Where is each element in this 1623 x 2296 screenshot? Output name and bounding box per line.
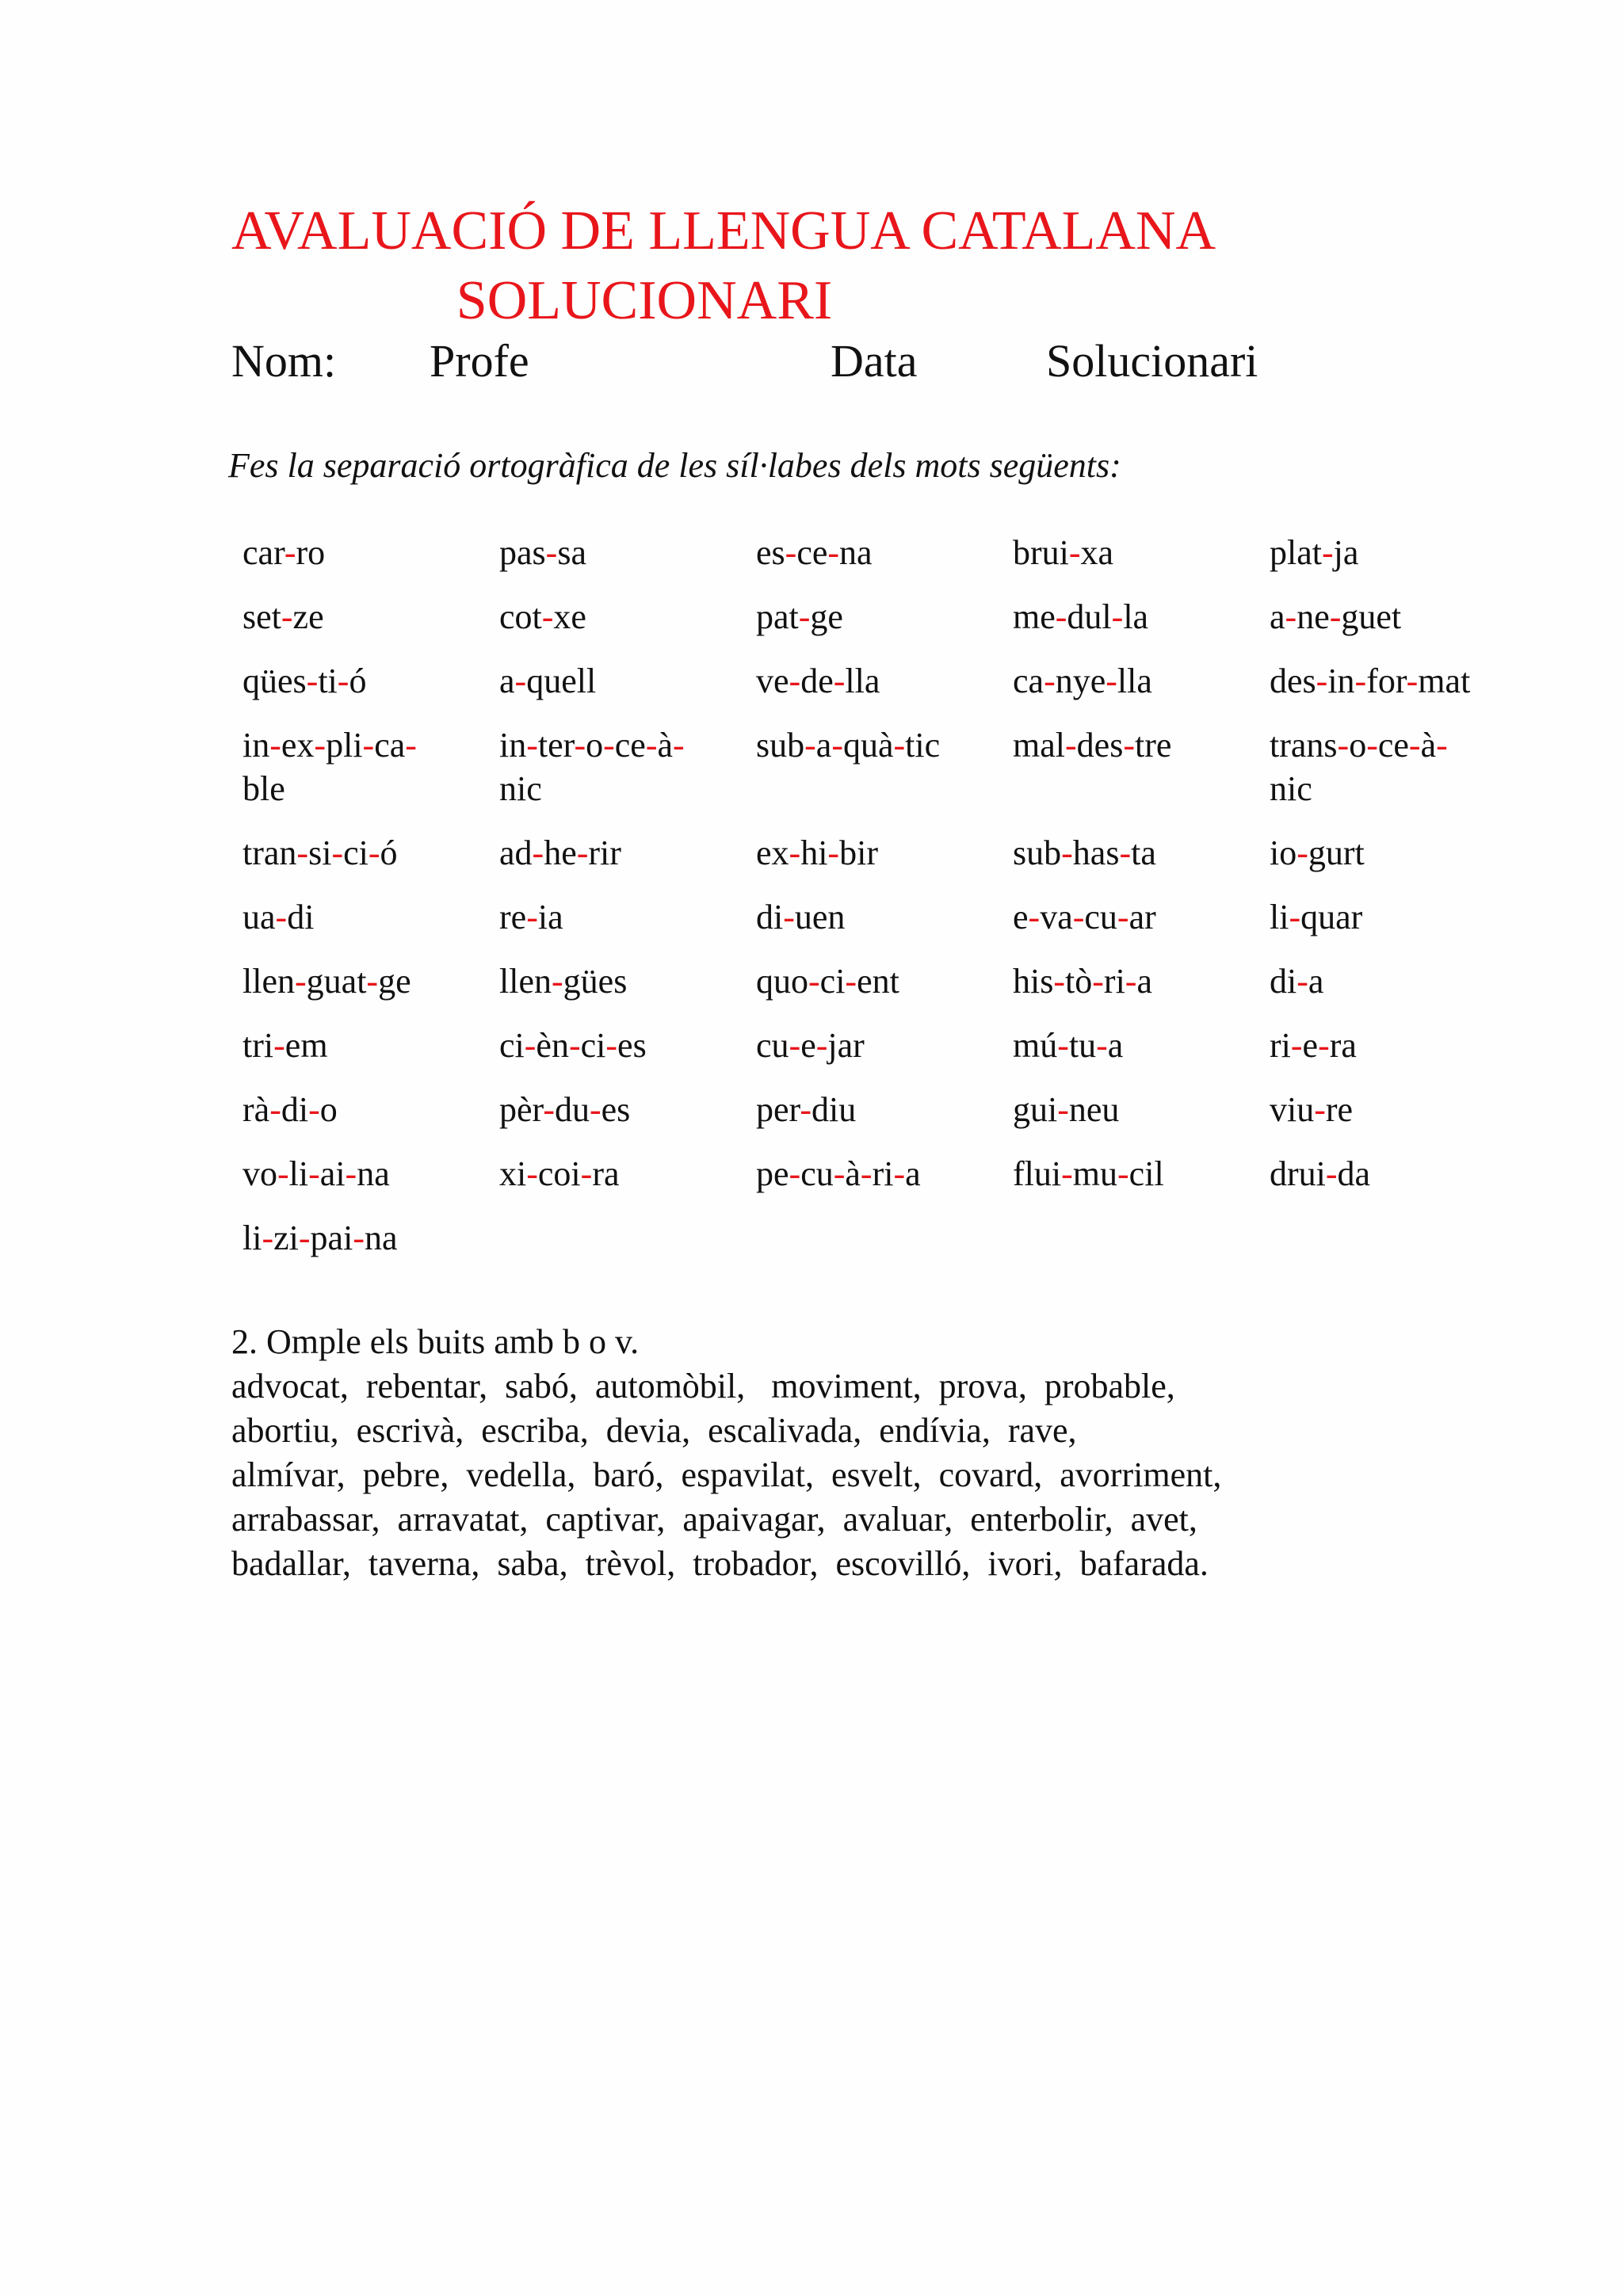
- syllable-word: xi-coi-ra: [499, 1154, 620, 1193]
- exercise-2-word-list: [231, 1364, 1420, 1586]
- syllable-row: [231, 595, 1515, 659]
- syllable-word: mú-tu-a: [1013, 1026, 1124, 1065]
- syllable-word: tran-si-ci-ó: [242, 833, 398, 872]
- syllable-word: ad-he-rir: [499, 833, 621, 872]
- syllable-word: set-ze: [242, 597, 324, 636]
- syllable-word: pe-cu-à-ri-a: [756, 1154, 921, 1193]
- syllable-word: a-ne-guet: [1270, 597, 1402, 636]
- syllable-word: in-ex-pli-ca- ble: [242, 726, 417, 808]
- syllable-word: [1258, 1216, 1515, 1280]
- syllable-word: ve-de-lla: [756, 662, 880, 700]
- syllable-word: di-uen: [756, 898, 846, 936]
- syllable-word: sub-a-quà-tic: [756, 726, 941, 765]
- syllable-word: e-va-cu-ar: [1013, 898, 1156, 936]
- syllable-row: [231, 1152, 1515, 1216]
- exercise-1-instruction: Fes la separació ortogràfica de les síl·labes dels mots següents:: [228, 446, 1121, 485]
- syllable-word: es-ce-na: [756, 533, 873, 572]
- syllable-word: ex-hi-bir: [756, 833, 878, 872]
- syllable-row: [231, 1024, 1515, 1088]
- syllable-word: [745, 1216, 1002, 1280]
- syllable-row: [231, 831, 1515, 895]
- syllable-word: plat-ja: [1270, 533, 1359, 572]
- syllable-word: sub-has-ta: [1013, 833, 1156, 872]
- syllable-row: [231, 659, 1515, 723]
- syllable-word: trans-o-ce-à- nic: [1270, 726, 1448, 808]
- syllable-word: a-quell: [499, 662, 597, 700]
- syllable-word: rà-di-o: [242, 1090, 338, 1129]
- syllable-word: flui-mu-cil: [1013, 1154, 1164, 1193]
- syllable-word: llen-guat-ge: [242, 962, 411, 1001]
- syllable-row: [231, 895, 1515, 959]
- syllable-word: in-ter-o-ce-à- nic: [499, 726, 685, 808]
- syllable-word: vo-li-ai-na: [242, 1154, 390, 1193]
- name-label: Nom:: [231, 335, 337, 387]
- syllable-word: [1002, 1216, 1258, 1280]
- name-value: Profe: [430, 335, 529, 387]
- syllable-word: brui-xa: [1013, 533, 1114, 572]
- document-title: [231, 196, 1390, 336]
- date-value: Solucionari: [1046, 335, 1258, 387]
- title-line-1: AVALUACIÓ DE LLENGUA CATALANA: [231, 200, 1216, 261]
- syllable-word: cu-e-jar: [756, 1026, 865, 1065]
- exercise-2-heading: 2. Omple els buits amb b o v.: [231, 1322, 640, 1361]
- syllable-word: li-zi-pai-na: [242, 1219, 398, 1257]
- syllable-row: [231, 1216, 1515, 1280]
- syllable-row: [231, 959, 1515, 1024]
- word-list-line: badallar, taverna, saba, trèvol, trobador, escovilló, ivori, bafarada.: [231, 1544, 1209, 1583]
- syllable-word: [488, 1216, 745, 1280]
- date-label: Data: [831, 335, 918, 387]
- syllable-word: his-tò-ri-a: [1013, 962, 1152, 1001]
- word-list-line: almívar, pebre, vedella, baró, espavilat, esvelt, covard, avorriment,: [231, 1455, 1222, 1494]
- exercise-2: [231, 1320, 1420, 1586]
- syllable-word: ri-e-ra: [1270, 1026, 1357, 1065]
- syllable-word: llen-gües: [499, 962, 628, 1001]
- syllable-word: pèr-du-es: [499, 1090, 631, 1129]
- syllable-word: drui-da: [1270, 1154, 1371, 1193]
- syllable-row: [231, 1088, 1515, 1152]
- title-line-2: SOLUCIONARI: [456, 270, 833, 331]
- syllable-table-body: [231, 531, 1515, 1280]
- syllable-word: des-in-for-mat: [1270, 662, 1471, 700]
- syllable-word: gui-neu: [1013, 1090, 1120, 1129]
- syllable-word: pat-ge: [756, 597, 843, 636]
- syllable-word: qües-ti-ó: [242, 662, 367, 700]
- syllable-word: car-ro: [242, 533, 326, 572]
- word-list-line: advocat, rebentar, sabó, automòbil, moviment, prova, probable,: [231, 1367, 1175, 1405]
- syllable-word: pas-sa: [499, 533, 586, 572]
- syllable-word: di-a: [1270, 962, 1324, 1001]
- word-list-line: abortiu, escrivà, escriba, devia, escalivada, endívia, rave,: [231, 1411, 1077, 1450]
- syllable-word: tri-em: [242, 1026, 328, 1065]
- syllable-word: li-quar: [1270, 898, 1363, 936]
- syllable-word: per-diu: [756, 1090, 857, 1129]
- syllable-row: [231, 723, 1515, 831]
- syllable-word: io-gurt: [1270, 833, 1365, 872]
- syllable-row: [231, 531, 1515, 595]
- syllable-word: me-dul-la: [1013, 597, 1149, 636]
- syllable-word: ca-nye-lla: [1013, 662, 1152, 700]
- syllable-word: ci-èn-ci-es: [499, 1026, 647, 1065]
- syllable-word: mal-des-tre: [1013, 726, 1172, 765]
- syllable-table: [231, 531, 1515, 1280]
- syllable-word: viu-re: [1270, 1090, 1354, 1129]
- syllable-word: quo-ci-ent: [756, 962, 899, 1001]
- syllable-word: ua-di: [242, 898, 315, 936]
- syllable-word: cot-xe: [499, 597, 586, 636]
- word-list-line: arrabassar, arravatat, captivar, apaivagar, avaluar, enterbolir, avet,: [231, 1500, 1197, 1539]
- syllable-word: re-ia: [499, 898, 563, 936]
